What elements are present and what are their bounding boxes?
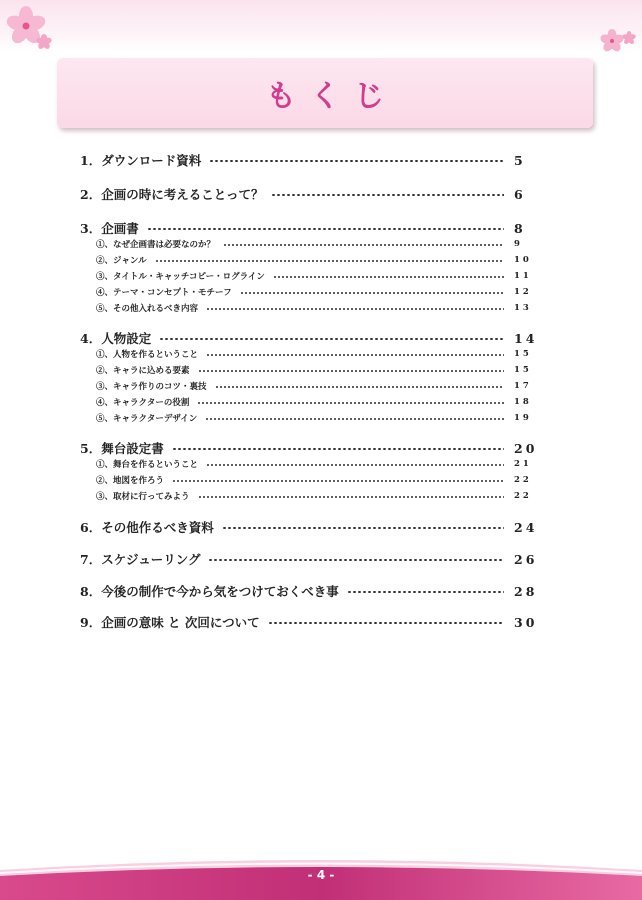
toc-subentry[interactable] (96, 347, 550, 361)
leader-dots (205, 418, 504, 420)
toc-subentry-label: ②、キャラに込める要素 (96, 366, 190, 376)
toc-subentry[interactable] (96, 489, 550, 503)
toc-entry-page: 30 (514, 614, 538, 630)
toc-entry-label: 9．企画の意味 と 次回について (80, 615, 260, 630)
toc-subentry-page: 17 (514, 381, 532, 391)
toc-entry[interactable] (80, 438, 550, 458)
toc-entry-page: 28 (514, 583, 538, 599)
toc-subentry-page: 15 (514, 349, 532, 359)
toc-subentry[interactable] (96, 237, 550, 251)
toc-entry-page: 6 (514, 186, 526, 202)
leader-dots (198, 496, 504, 498)
toc-entry-label: 5．舞台設定書 (80, 441, 164, 456)
toc-entry-label: 1．ダウンロード資料 (80, 153, 202, 168)
toc-subentry[interactable] (96, 411, 550, 425)
toc-subentry[interactable] (96, 395, 550, 409)
toc-subentry-page: 22 (514, 475, 532, 485)
leader-dots (347, 591, 504, 593)
toc-entry[interactable] (80, 549, 550, 569)
toc-entry-page: 5 (514, 152, 526, 168)
toc-entry[interactable] (80, 218, 550, 238)
toc-subentry-label: ③、タイトル・キャッチコピー・ログライン (96, 272, 265, 282)
leader-dots (172, 448, 504, 450)
toc-subentry-page: 10 (514, 255, 532, 265)
toc-subentry-page: 21 (514, 459, 532, 469)
leader-dots (209, 160, 504, 162)
toc-subentry-label: ①、なぜ企画書は必要なのか？ (96, 240, 216, 250)
toc-subentry[interactable] (96, 457, 550, 471)
toc-subentry-page: 13 (514, 303, 532, 313)
toc-subentry-label: ①、人物を作るということ (96, 350, 199, 360)
toc-subentry-page: 9 (514, 239, 523, 249)
toc-subentry-label: ④、キャラクターの役割 (96, 398, 190, 408)
toc-entry-page: 14 (514, 330, 538, 346)
toc-entry-label: 8．今後の制作で今から気をつけておくべき事 (80, 584, 339, 599)
toc-entry-page: 8 (514, 220, 526, 236)
toc-subentry-label: ⑤、キャラクターデザイン (96, 414, 198, 424)
page-number: - 4 - (307, 868, 335, 882)
toc-entry[interactable] (80, 612, 550, 632)
leader-dots (215, 386, 504, 388)
leader-dots (222, 527, 504, 529)
toc-subentry[interactable] (96, 269, 550, 283)
toc-subentry-page: 18 (514, 397, 532, 407)
leader-dots (273, 276, 504, 278)
toc-entry[interactable] (80, 517, 550, 537)
leader-dots (198, 370, 504, 372)
toc-entry-label: 6．その他作るべき資料 (80, 520, 214, 535)
toc-subentry-page: 15 (514, 365, 532, 375)
leader-dots (271, 194, 504, 196)
toc-subentry-label: ②、地図を作ろう (96, 476, 165, 486)
toc-entry-page: 26 (514, 551, 538, 567)
leader-dots (155, 260, 504, 262)
toc-subentry-page: 22 (514, 491, 532, 501)
toc-subentry[interactable] (96, 379, 550, 393)
toc-subentry[interactable] (96, 473, 550, 487)
toc-subentry-page: 12 (514, 287, 532, 297)
toc-subentry-label: ③、取材に行ってみよう (96, 492, 190, 502)
toc-subentry[interactable] (96, 363, 550, 377)
toc-subentry-page: 19 (514, 413, 532, 423)
toc-entry[interactable] (80, 581, 550, 601)
toc-entry[interactable] (80, 150, 550, 170)
leader-dots (159, 338, 504, 340)
toc-subentry[interactable] (96, 301, 550, 315)
toc-entry[interactable] (80, 184, 550, 204)
leader-dots (206, 464, 504, 466)
toc-entry-page: 24 (514, 519, 538, 535)
leader-dots (172, 480, 504, 482)
page-title: もくじ (266, 79, 398, 114)
toc-subentry-label: ③、キャラ作りのコツ・裏技 (96, 382, 207, 392)
leader-dots (206, 308, 504, 310)
toc-subentry-page: 11 (514, 271, 532, 281)
toc-entry-label: 2．企画の時に考えることって？ (80, 187, 264, 202)
toc-subentry[interactable] (96, 285, 550, 299)
toc-subentry[interactable] (96, 253, 550, 267)
toc-subentry-label: ①、舞台を作るということ (96, 460, 199, 470)
toc-entry-label: 7．スケジューリング (80, 552, 201, 567)
toc-subentry-label: ⑤、その他入れるべき内容 (96, 304, 199, 314)
leader-dots (208, 559, 504, 561)
leader-dots (206, 354, 504, 356)
toc-entry-label: 3．企画書 (80, 221, 139, 236)
leader-dots (147, 228, 504, 230)
toc-subentry-label: ④、テーマ・コンセプト・モチーフ (96, 288, 232, 298)
toc-entry[interactable] (80, 328, 550, 348)
toc-entry-page: 20 (514, 440, 538, 456)
toc-subentry-label: ②、ジャンル (96, 256, 147, 266)
toc-entry-label: 4．人物設定 (80, 331, 152, 346)
leader-dots (240, 292, 504, 294)
leader-dots (223, 244, 504, 246)
leader-dots (268, 622, 504, 624)
leader-dots (197, 402, 504, 404)
